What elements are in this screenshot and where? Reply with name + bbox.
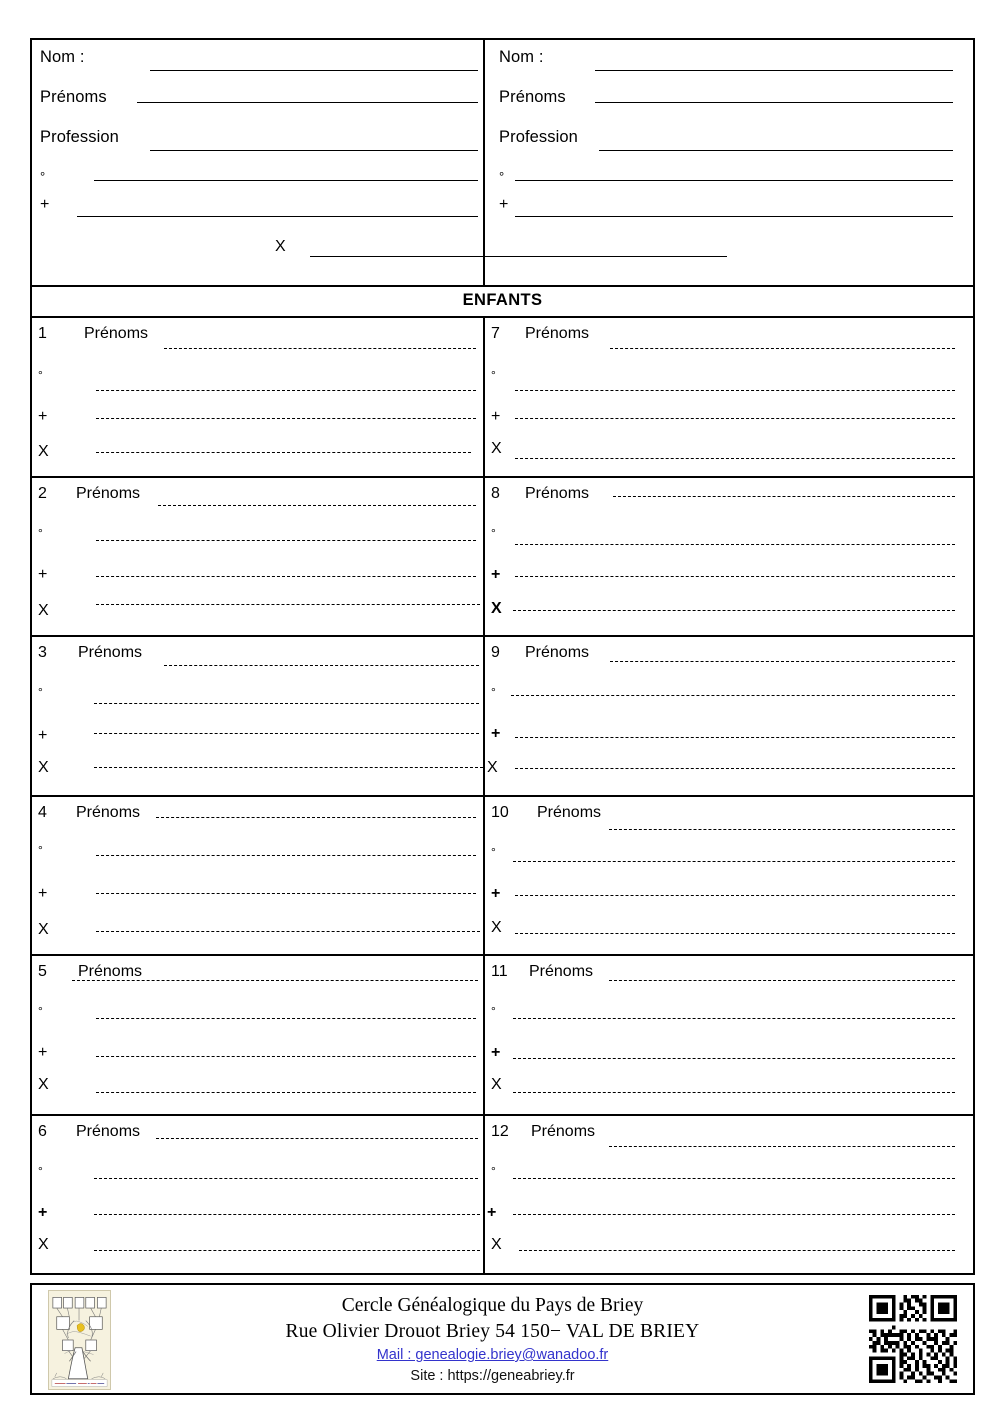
child-birth-symbol: ° xyxy=(491,844,496,859)
child-cell-12 xyxy=(485,1116,973,1276)
child-number: 7 xyxy=(491,325,500,342)
child-cell-10 xyxy=(485,797,973,957)
child-birth-field[interactable] xyxy=(96,1018,476,1019)
parent-right-death-field[interactable] xyxy=(515,216,953,217)
parent-left-birth-field[interactable] xyxy=(94,180,478,181)
child-marriage-field[interactable] xyxy=(96,931,480,932)
child-marriage-field[interactable] xyxy=(513,610,955,611)
child-death-field[interactable] xyxy=(96,1056,476,1057)
child-marriage-symbol: X xyxy=(491,1235,502,1253)
parent-left-profession-label: Profession xyxy=(40,128,119,146)
child-marriage-field[interactable] xyxy=(513,1092,955,1093)
child-row xyxy=(32,1116,973,1276)
child-death-symbol: + xyxy=(38,565,48,583)
child-prenoms-label: Prénoms xyxy=(78,644,143,661)
marriage-symbol: X xyxy=(275,238,286,255)
child-birth-symbol: ° xyxy=(491,1004,496,1018)
child-prenoms-label: Prénoms xyxy=(78,963,143,980)
child-prenoms-field[interactable] xyxy=(613,496,955,497)
child-death-field[interactable] xyxy=(515,418,955,419)
children-section-title: ENFANTS xyxy=(462,291,543,309)
child-cell-5 xyxy=(32,956,483,1116)
child-prenoms-label: Prénoms xyxy=(76,1122,141,1140)
child-prenoms-label: Prénoms xyxy=(84,325,149,342)
child-cell-6 xyxy=(32,1116,483,1276)
child-death-field[interactable] xyxy=(94,733,479,734)
child-birth-field[interactable] xyxy=(513,861,955,862)
child-marriage-symbol: X xyxy=(491,599,502,617)
footer-block xyxy=(30,1283,975,1395)
child-birth-field[interactable] xyxy=(96,390,476,391)
parent-left-death-symbol: + xyxy=(40,196,50,213)
marriage-date-field[interactable] xyxy=(310,256,727,257)
child-marriage-symbol: X xyxy=(491,440,502,457)
child-prenoms-field[interactable] xyxy=(158,505,476,506)
parent-left-nom-field[interactable] xyxy=(150,70,478,71)
child-marriage-symbol: X xyxy=(491,1076,502,1093)
child-death-symbol: + xyxy=(38,884,48,902)
child-death-field[interactable] xyxy=(515,576,955,577)
parent-right-prenoms-field[interactable] xyxy=(595,102,953,103)
child-death-field[interactable] xyxy=(513,1058,955,1059)
child-death-symbol: + xyxy=(491,884,501,902)
child-birth-field[interactable] xyxy=(515,544,955,545)
child-birth-symbol: ° xyxy=(491,525,496,540)
child-number: 11 xyxy=(491,963,508,980)
child-marriage-symbol: X xyxy=(38,601,49,619)
child-death-symbol: + xyxy=(38,1203,48,1221)
child-cell-4 xyxy=(32,797,483,957)
parent-left-column xyxy=(32,40,483,285)
child-marriage-symbol: X xyxy=(487,759,498,776)
child-number: 9 xyxy=(491,644,500,661)
child-row xyxy=(32,956,973,1116)
child-death-field[interactable] xyxy=(515,895,955,896)
child-birth-field[interactable] xyxy=(513,1178,955,1179)
parent-right-prenoms-label: Prénoms xyxy=(499,88,566,106)
child-death-symbol: + xyxy=(491,1044,501,1061)
child-marriage-field[interactable] xyxy=(94,1250,480,1251)
child-prenoms-label: Prénoms xyxy=(525,644,590,661)
child-marriage-symbol: X xyxy=(38,759,49,776)
child-birth-symbol: ° xyxy=(491,685,496,699)
child-marriage-field[interactable] xyxy=(515,933,955,934)
child-row xyxy=(32,797,973,957)
child-prenoms-field[interactable] xyxy=(156,1138,478,1139)
child-marriage-symbol: X xyxy=(491,918,502,936)
child-prenoms-label: Prénoms xyxy=(76,803,141,821)
child-birth-field[interactable] xyxy=(515,390,955,391)
child-death-symbol: + xyxy=(38,727,48,744)
child-number: 3 xyxy=(38,644,47,661)
child-cell-8 xyxy=(485,478,973,638)
parent-right-column xyxy=(485,40,973,285)
child-death-field[interactable] xyxy=(513,1214,955,1215)
parent-right-profession-label: Profession xyxy=(499,128,578,146)
child-marriage-field[interactable] xyxy=(515,458,955,459)
child-death-field[interactable] xyxy=(96,893,476,894)
child-marriage-symbol: X xyxy=(38,1076,49,1093)
parent-right-death-symbol: + xyxy=(499,196,509,213)
child-marriage-field[interactable] xyxy=(96,1092,476,1093)
child-prenoms-field[interactable] xyxy=(164,665,479,666)
child-number: 6 xyxy=(38,1122,47,1140)
family-tree-logo-icon xyxy=(48,1290,111,1390)
parent-right-birth-field[interactable] xyxy=(515,180,953,181)
child-cell-9 xyxy=(485,637,973,797)
child-prenoms-label: Prénoms xyxy=(525,325,590,342)
child-number: 12 xyxy=(491,1122,509,1140)
child-prenoms-field[interactable] xyxy=(72,980,478,981)
child-number: 1 xyxy=(38,325,47,342)
child-row xyxy=(32,637,973,797)
child-death-field[interactable] xyxy=(96,418,476,419)
child-number: 4 xyxy=(38,803,47,821)
parent-left-birth-symbol: ° xyxy=(40,169,46,184)
child-prenoms-label: Prénoms xyxy=(531,1122,596,1140)
parent-right-birth-symbol: ° xyxy=(499,169,505,184)
children-column-divider xyxy=(483,318,485,1275)
footer-organisation: Cercle Généalogique du Pays de Briey xyxy=(341,1295,644,1316)
child-prenoms-field[interactable] xyxy=(609,829,955,830)
child-marriage-field[interactable] xyxy=(515,768,955,769)
child-death-field[interactable] xyxy=(96,576,476,577)
child-birth-symbol: ° xyxy=(38,1004,43,1018)
child-number: 2 xyxy=(38,484,47,502)
child-cell-7 xyxy=(485,318,973,478)
parent-left-prenoms-label: Prénoms xyxy=(40,88,107,106)
child-birth-symbol: ° xyxy=(38,525,43,540)
child-marriage-field[interactable] xyxy=(96,452,471,453)
parent-left-prenoms-field[interactable] xyxy=(137,102,478,103)
qr-code-icon xyxy=(865,1291,961,1387)
child-birth-field[interactable] xyxy=(513,1018,955,1019)
children-grid xyxy=(32,318,973,1275)
child-death-symbol: + xyxy=(38,1044,48,1061)
footer-contact-info xyxy=(152,1293,833,1387)
child-death-symbol: + xyxy=(491,408,501,425)
child-number: 8 xyxy=(491,484,500,502)
child-birth-field[interactable] xyxy=(96,540,476,541)
child-death-symbol: + xyxy=(491,725,501,742)
child-cell-11 xyxy=(485,956,973,1116)
child-prenoms-label: Prénoms xyxy=(529,963,594,980)
child-birth-field[interactable] xyxy=(94,1178,478,1179)
parent-right-nom-field[interactable] xyxy=(595,70,953,71)
child-prenoms-field[interactable] xyxy=(610,348,955,349)
child-prenoms-field[interactable] xyxy=(156,817,476,818)
children-section-header xyxy=(32,287,973,318)
parent-right-profession-field[interactable] xyxy=(599,150,953,151)
child-prenoms-field[interactable] xyxy=(610,661,955,662)
child-prenoms-field[interactable] xyxy=(164,348,476,349)
child-cell-3 xyxy=(32,637,483,797)
child-prenoms-label: Prénoms xyxy=(76,484,141,502)
child-birth-field[interactable] xyxy=(511,695,955,696)
parent-left-nom-label: Nom : xyxy=(40,48,85,66)
child-number: 5 xyxy=(38,963,47,980)
child-marriage-symbol: X xyxy=(38,1235,49,1253)
child-birth-symbol: ° xyxy=(38,368,43,382)
child-cell-1 xyxy=(32,318,483,478)
child-prenoms-label: Prénoms xyxy=(525,484,590,502)
child-prenoms-field[interactable] xyxy=(609,1146,955,1147)
child-number: 10 xyxy=(491,803,509,821)
child-row xyxy=(32,318,973,478)
parents-block xyxy=(32,40,973,285)
child-prenoms-field[interactable] xyxy=(609,980,955,981)
child-birth-symbol: ° xyxy=(491,368,496,382)
child-marriage-field[interactable] xyxy=(94,767,483,768)
child-prenoms-label: Prénoms xyxy=(537,803,602,821)
child-birth-symbol: ° xyxy=(38,1163,43,1178)
child-row xyxy=(32,478,973,638)
parent-left-profession-field[interactable] xyxy=(150,150,478,151)
child-death-symbol: + xyxy=(487,1203,497,1221)
child-marriage-symbol: X xyxy=(38,920,49,938)
footer-address: Rue Olivier Drouot Briey 54 150− VAL DE BRIEY xyxy=(285,1321,700,1342)
child-birth-symbol: ° xyxy=(38,842,43,857)
parent-right-nom-label: Nom : xyxy=(499,48,544,66)
child-birth-symbol: ° xyxy=(38,685,43,699)
child-marriage-symbol: X xyxy=(38,443,49,460)
child-death-symbol: + xyxy=(491,565,501,583)
child-birth-field[interactable] xyxy=(94,703,479,704)
child-birth-symbol: ° xyxy=(491,1163,496,1178)
child-marriage-field[interactable] xyxy=(96,604,480,605)
footer-site-link[interactable]: Site : https://geneabriey.fr xyxy=(410,1368,575,1384)
child-death-field[interactable] xyxy=(515,737,955,738)
child-death-symbol: + xyxy=(38,408,48,425)
parent-left-death-field[interactable] xyxy=(77,216,478,217)
child-marriage-field[interactable] xyxy=(519,1250,955,1251)
child-birth-field[interactable] xyxy=(96,855,476,856)
child-death-field[interactable] xyxy=(94,1214,480,1215)
footer-mail-link[interactable]: Mail : genealogie.briey@wanadoo.fr xyxy=(376,1347,609,1363)
family-record-sheet xyxy=(30,38,975,1275)
child-cell-2 xyxy=(32,478,483,638)
